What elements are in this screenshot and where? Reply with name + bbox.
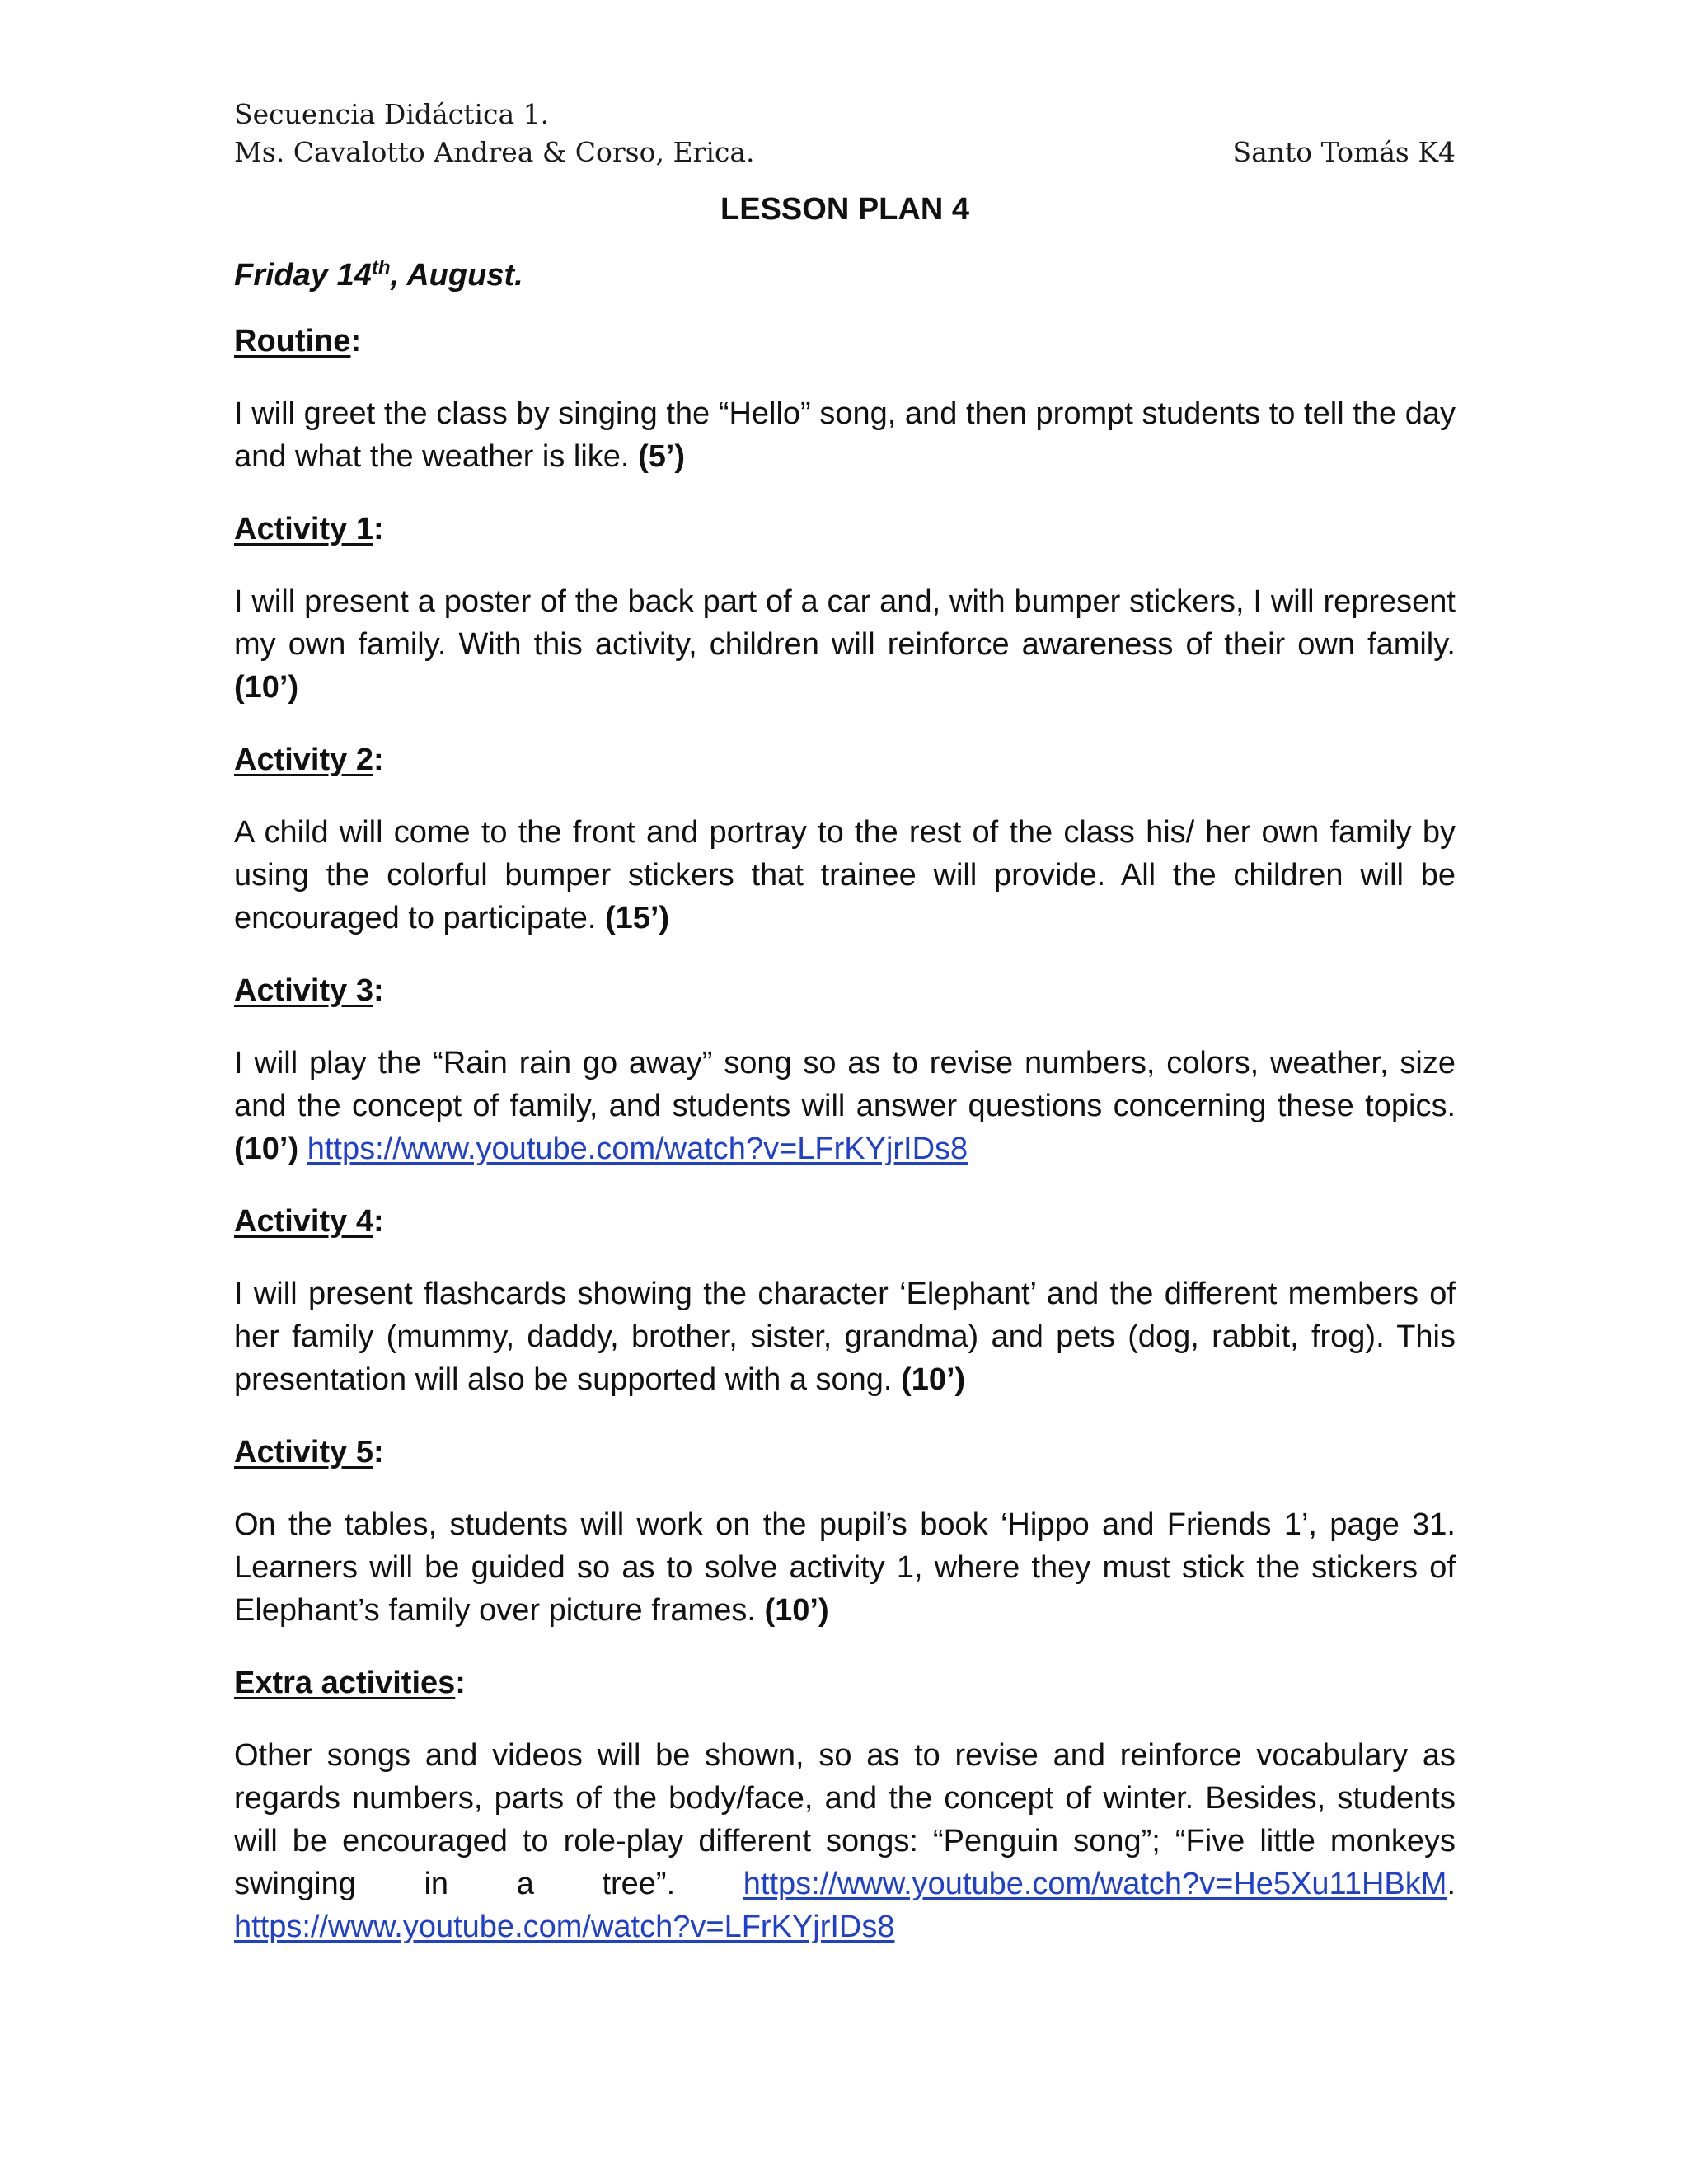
activity-3-text: I will play the “Rain rain go away” song so as to revise numbers, colors, weather, size and the concept of family, and students will answer questions concerning these topics.	[234, 1046, 1456, 1123]
extra-activities-heading: Extra activities:	[234, 1666, 466, 1700]
activity-5-text: On the tables, students will work on the pupil’s book ‘Hippo and Friends 1’, page 31. Learners will be guided so as to solve activity 1, where they must stick the stickers of Elephant’s family over picture frames.	[234, 1507, 1456, 1628]
activity-2-heading: Activity 2:	[234, 743, 384, 777]
routine-duration: (5’)	[638, 439, 686, 474]
routine-text: I will greet the class by singing the “Hello” song, and then prompt students to tell the day and what the weather is like.	[234, 396, 1456, 474]
date-text: Friday 14	[234, 258, 372, 293]
routine-heading: Routine:	[234, 324, 362, 359]
page-header	[234, 96, 1456, 171]
rain-song-video-link[interactable]: https://www.youtube.com/watch?v=LFrKYjrIDs8	[234, 1910, 895, 1944]
activity-3-video-link[interactable]: https://www.youtube.com/watch?v=LFrKYjrIDs8	[307, 1132, 968, 1166]
activity-2-text: A child will come to the front and portray to the rest of the class his/ her own family by using the colorful bumper stickers that trainee will provide. All the children will be encouraged to participate.	[234, 815, 1456, 935]
date-ordinal: th	[371, 256, 391, 279]
activity-5-heading: Activity 5:	[234, 1435, 384, 1469]
activity-4-duration: (10’)	[901, 1362, 966, 1397]
activity-4-heading-label: Activity 4	[234, 1204, 373, 1239]
extra-activities-heading-label: Extra activities	[234, 1666, 456, 1700]
activity-4-paragraph	[234, 1272, 1456, 1401]
activity-3-duration: (10’)	[234, 1132, 299, 1166]
activity-1-text: I will present a poster of the back part of a car and, with bumper stickers, I will represent my own family. With this activity, children will reinforce awareness of their own family.	[234, 584, 1456, 662]
link-period: .	[1447, 1867, 1456, 1901]
routine-paragraph	[234, 392, 1456, 478]
activity-2-heading-label: Activity 2	[234, 743, 373, 777]
page-title: LESSON PLAN 4	[720, 192, 969, 227]
activity-1-heading-label: Activity 1	[234, 512, 373, 546]
activity-3-paragraph	[234, 1042, 1456, 1170]
activity-3-heading-label: Activity 3	[234, 973, 373, 1008]
activity-2-paragraph	[234, 811, 1456, 940]
document-body	[234, 188, 1456, 1978]
penguin-song-video-link[interactable]: https://www.youtube.com/watch?v=He5Xu11HBkM	[743, 1867, 1447, 1901]
header-sequence-title: Secuencia Didáctica 1.	[234, 98, 550, 130]
activity-5-heading-label: Activity 5	[234, 1435, 373, 1469]
extra-activities-paragraph	[234, 1734, 1456, 1948]
activity-4-text: I will present flashcards showing the character ‘Elephant’ and the different members of her family (mummy, daddy, brother, sister, grandma) and pets (dog, rabbit, frog). This presentation will also be supported with a song.	[234, 1277, 1456, 1397]
header-authors: Ms. Cavalotto Andrea & Corso, Erica.	[234, 136, 755, 168]
lesson-date	[234, 254, 1456, 297]
activity-3-heading: Activity 3:	[234, 973, 384, 1008]
activity-5-duration: (10’)	[764, 1593, 829, 1628]
activity-5-paragraph	[234, 1503, 1456, 1632]
activity-1-duration: (10’)	[234, 670, 299, 705]
extra-activities-text: Other songs and videos will be shown, so as to revise and reinforce vocabulary as regards numbers, parts of the body/face, and the concept of winter. Besides, students will be encouraged to role-play different songs: “Penguin song”; “Five little monkeys swinging in a tree”.	[234, 1738, 1456, 1901]
activity-1-paragraph	[234, 580, 1456, 709]
activity-2-duration: (15’)	[604, 901, 670, 935]
date-month: , August.	[390, 258, 523, 293]
header-school: Santo Tomás K4	[1232, 136, 1456, 168]
activity-1-heading: Activity 1:	[234, 512, 384, 546]
routine-heading-label: Routine	[234, 324, 351, 359]
activity-4-heading: Activity 4:	[234, 1204, 384, 1239]
